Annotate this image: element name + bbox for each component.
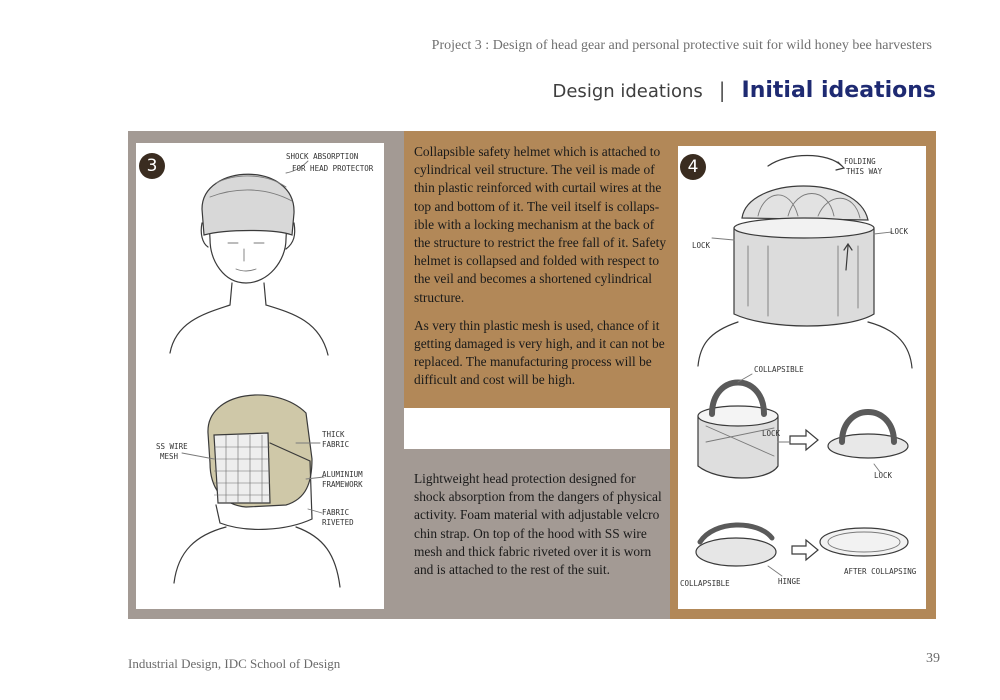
footer-institution: Industrial Design, IDC School of Design [128, 656, 341, 671]
annotation-after-collapsing: AFTER COLLAPSING [844, 567, 917, 576]
annotation-mesh: MESH [160, 452, 179, 461]
annotation-collapsible: COLLAPSIBLE [754, 365, 804, 374]
annotation-thick: THICK [322, 430, 345, 439]
annotation-lock-right: LOCK [890, 227, 909, 236]
annotation-for-head-protector: FOR HEAD PROTECTOR [292, 164, 374, 173]
annotation-aluminium: ALUMINIUM [322, 470, 363, 479]
hood-with-mesh-sketch [174, 395, 340, 587]
concept-3-badge: 3 [139, 153, 165, 179]
annotation-framework: FRAMEWORK [322, 480, 363, 489]
project-title: Project 3 : Design of head gear and personal protective suit for wild honey bee harvesters [431, 38, 932, 53]
concept-3-sketch-card [136, 143, 384, 609]
concept-3-description [414, 470, 668, 589]
annotation-lock-middle: LOCK [762, 429, 781, 438]
white-divider [404, 408, 670, 449]
subsection-title: Initial ideations [741, 78, 936, 103]
concept-3-paragraph: Lightweight head protection designed for shock absorption from the dangers of physical activity. Foam material with adjustable velcro chin strap. On top of the hood with SS wire mesh and thick fabric riveted over it is worn and is attached to the rest of the suit. [414, 471, 662, 578]
concept-4-paragraph-1: Collapsible safety helmet which is attached to cylindrical veil structure. The veil is made of thin plastic reinforced with curtail wires at the top and bottom of it. The veil itself is collaps-ible with a locking mechanism at the back of the structure to restrict the free fall of it. Safety helmet is collapsed and folded with respect to the veil and becomes a shortened cylindrical structure. [414, 144, 667, 305]
concept-4-badge: 4 [680, 154, 706, 180]
annotation-collapsible-2: COLLAPSIBLE [680, 579, 730, 588]
annotation-riveted: RIVETED [322, 518, 354, 527]
annotation-this-way: THIS WAY [846, 167, 883, 176]
annotation-folding: FOLDING [844, 157, 876, 166]
annotation-shock-absorption: SHOCK ABSORPTION [286, 152, 359, 161]
section-title: Design ideations [552, 81, 703, 102]
annotation-hinge: HINGE [778, 577, 801, 586]
concept-3-sketch [136, 143, 384, 609]
section-header [553, 78, 937, 103]
collapse-sequence-sketch [698, 374, 908, 478]
concept-4-sketch-card [678, 146, 926, 609]
ideation-board [128, 131, 936, 619]
concept-4-sketch [678, 146, 926, 609]
annotation-lock-left: LOCK [692, 241, 711, 250]
annotation-fabric-2: FABRIC [322, 508, 350, 517]
helmet-veil-sketch [698, 156, 912, 369]
head-with-helmet-sketch [170, 161, 328, 355]
header-separator: | [718, 78, 726, 102]
concept-4-paragraph-2: As very thin plastic mesh is used, chance of it getting damaged is very high, and it can not be replaced. The manufacturing process will be difficult and cost will be high. [414, 317, 665, 388]
annotation-lock-bottom: LOCK [874, 471, 893, 480]
annotation-ss-wire: SS WIRE [156, 442, 188, 451]
page-number: 39 [926, 651, 940, 666]
annotation-fabric: FABRIC [322, 440, 350, 449]
concept-4-description [414, 143, 668, 400]
